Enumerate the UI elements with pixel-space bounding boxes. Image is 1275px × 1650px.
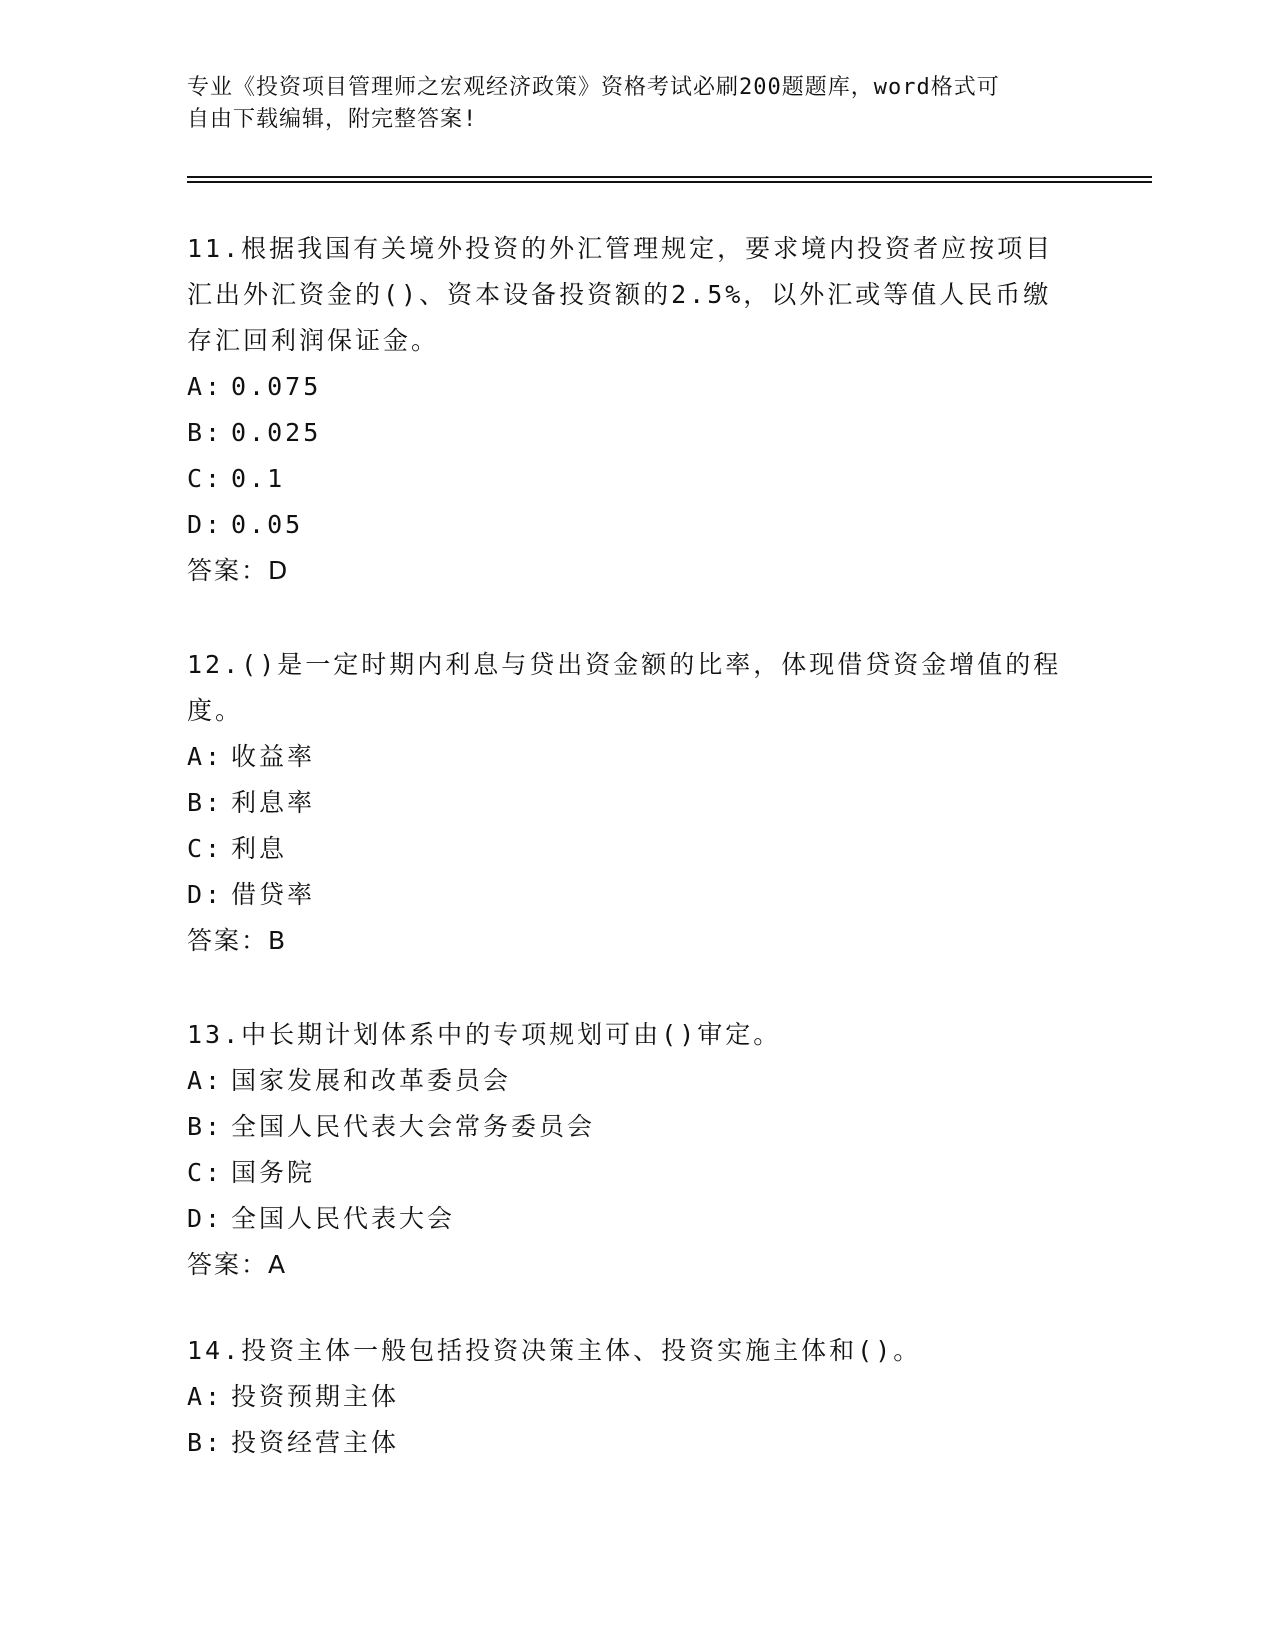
stem-line: 存汇回利润保证金。 [187,326,440,355]
option-letter: B: [187,1112,224,1141]
option-d [187,872,1067,918]
stem-line: 汇出外汇资金的()、资本设备投资额的2.5%，以外汇或等值人民币缴 [187,280,1052,309]
option-c [187,456,1067,502]
option-letter: A: [187,1382,224,1411]
stem-line: 14.投资主体一般包括投资决策主体、投资实施主体和()。 [187,1336,922,1365]
option-letter: B: [187,1428,224,1457]
option-letter: B: [187,418,224,447]
header-divider-bottom [187,181,1152,183]
option-text: 利息率 [231,788,316,817]
option-a [187,1374,1067,1420]
header-line-1: 专业《投资项目管理师之宏观经济政策》资格考试必刷200题题库，word格式可 [187,75,1000,100]
option-b [187,1104,1067,1150]
option-text: 借贷率 [231,880,316,909]
answer: 答案：A [187,1250,288,1279]
option-a [187,734,1067,780]
answer: 答案：B [187,926,288,955]
option-d [187,502,1067,548]
option-letter: C: [187,464,224,493]
question-stem [187,642,1067,734]
option-letter: D: [187,1204,224,1233]
option-a [187,1058,1067,1104]
option-d [187,1196,1067,1242]
option-text: 国务院 [231,1158,316,1187]
stem-line: 12.()是一定时期内利息与贷出资金额的比率，体现借贷资金增值的程 [187,650,1062,679]
header-line-2: 自由下载编辑，附完整答案! [187,107,478,132]
answer: 答案：D [187,556,290,585]
header-divider-top [187,176,1152,178]
option-text: 投资经营主体 [231,1428,400,1457]
option-c [187,826,1067,872]
option-b [187,410,1067,456]
option-text: 0.025 [231,418,322,447]
document-header [187,72,1087,136]
option-text: 投资预期主体 [231,1382,400,1411]
option-letter: C: [187,834,224,863]
option-letter: C: [187,1158,224,1187]
option-letter: A: [187,372,224,401]
option-letter: D: [187,510,224,539]
question-13 [187,1012,1067,1288]
stem-line: 13.中长期计划体系中的专项规划可由()审定。 [187,1020,782,1049]
question-stem [187,226,1067,364]
question-12 [187,642,1067,964]
option-text: 国家发展和改革委员会 [231,1066,512,1095]
option-letter: D: [187,880,224,909]
option-text: 收益率 [231,742,316,771]
option-letter: A: [187,1066,224,1095]
option-text: 全国人民代表大会 [231,1204,456,1233]
option-b [187,780,1067,826]
option-letter: B: [187,788,224,817]
question-stem [187,1012,1067,1058]
option-text: 全国人民代表大会常务委员会 [231,1112,596,1141]
option-text: 0.075 [231,372,322,401]
stem-line: 11.根据我国有关境外投资的外汇管理规定，要求境内投资者应按项目 [187,234,1054,263]
option-text: 0.05 [231,510,304,539]
option-a [187,364,1067,410]
question-14 [187,1328,1067,1466]
stem-line: 度。 [187,696,244,725]
option-letter: A: [187,742,224,771]
option-c [187,1150,1067,1196]
option-b [187,1420,1067,1466]
option-text: 利息 [231,834,288,863]
question-11 [187,226,1067,594]
question-stem [187,1328,1067,1374]
option-text: 0.1 [231,464,286,493]
